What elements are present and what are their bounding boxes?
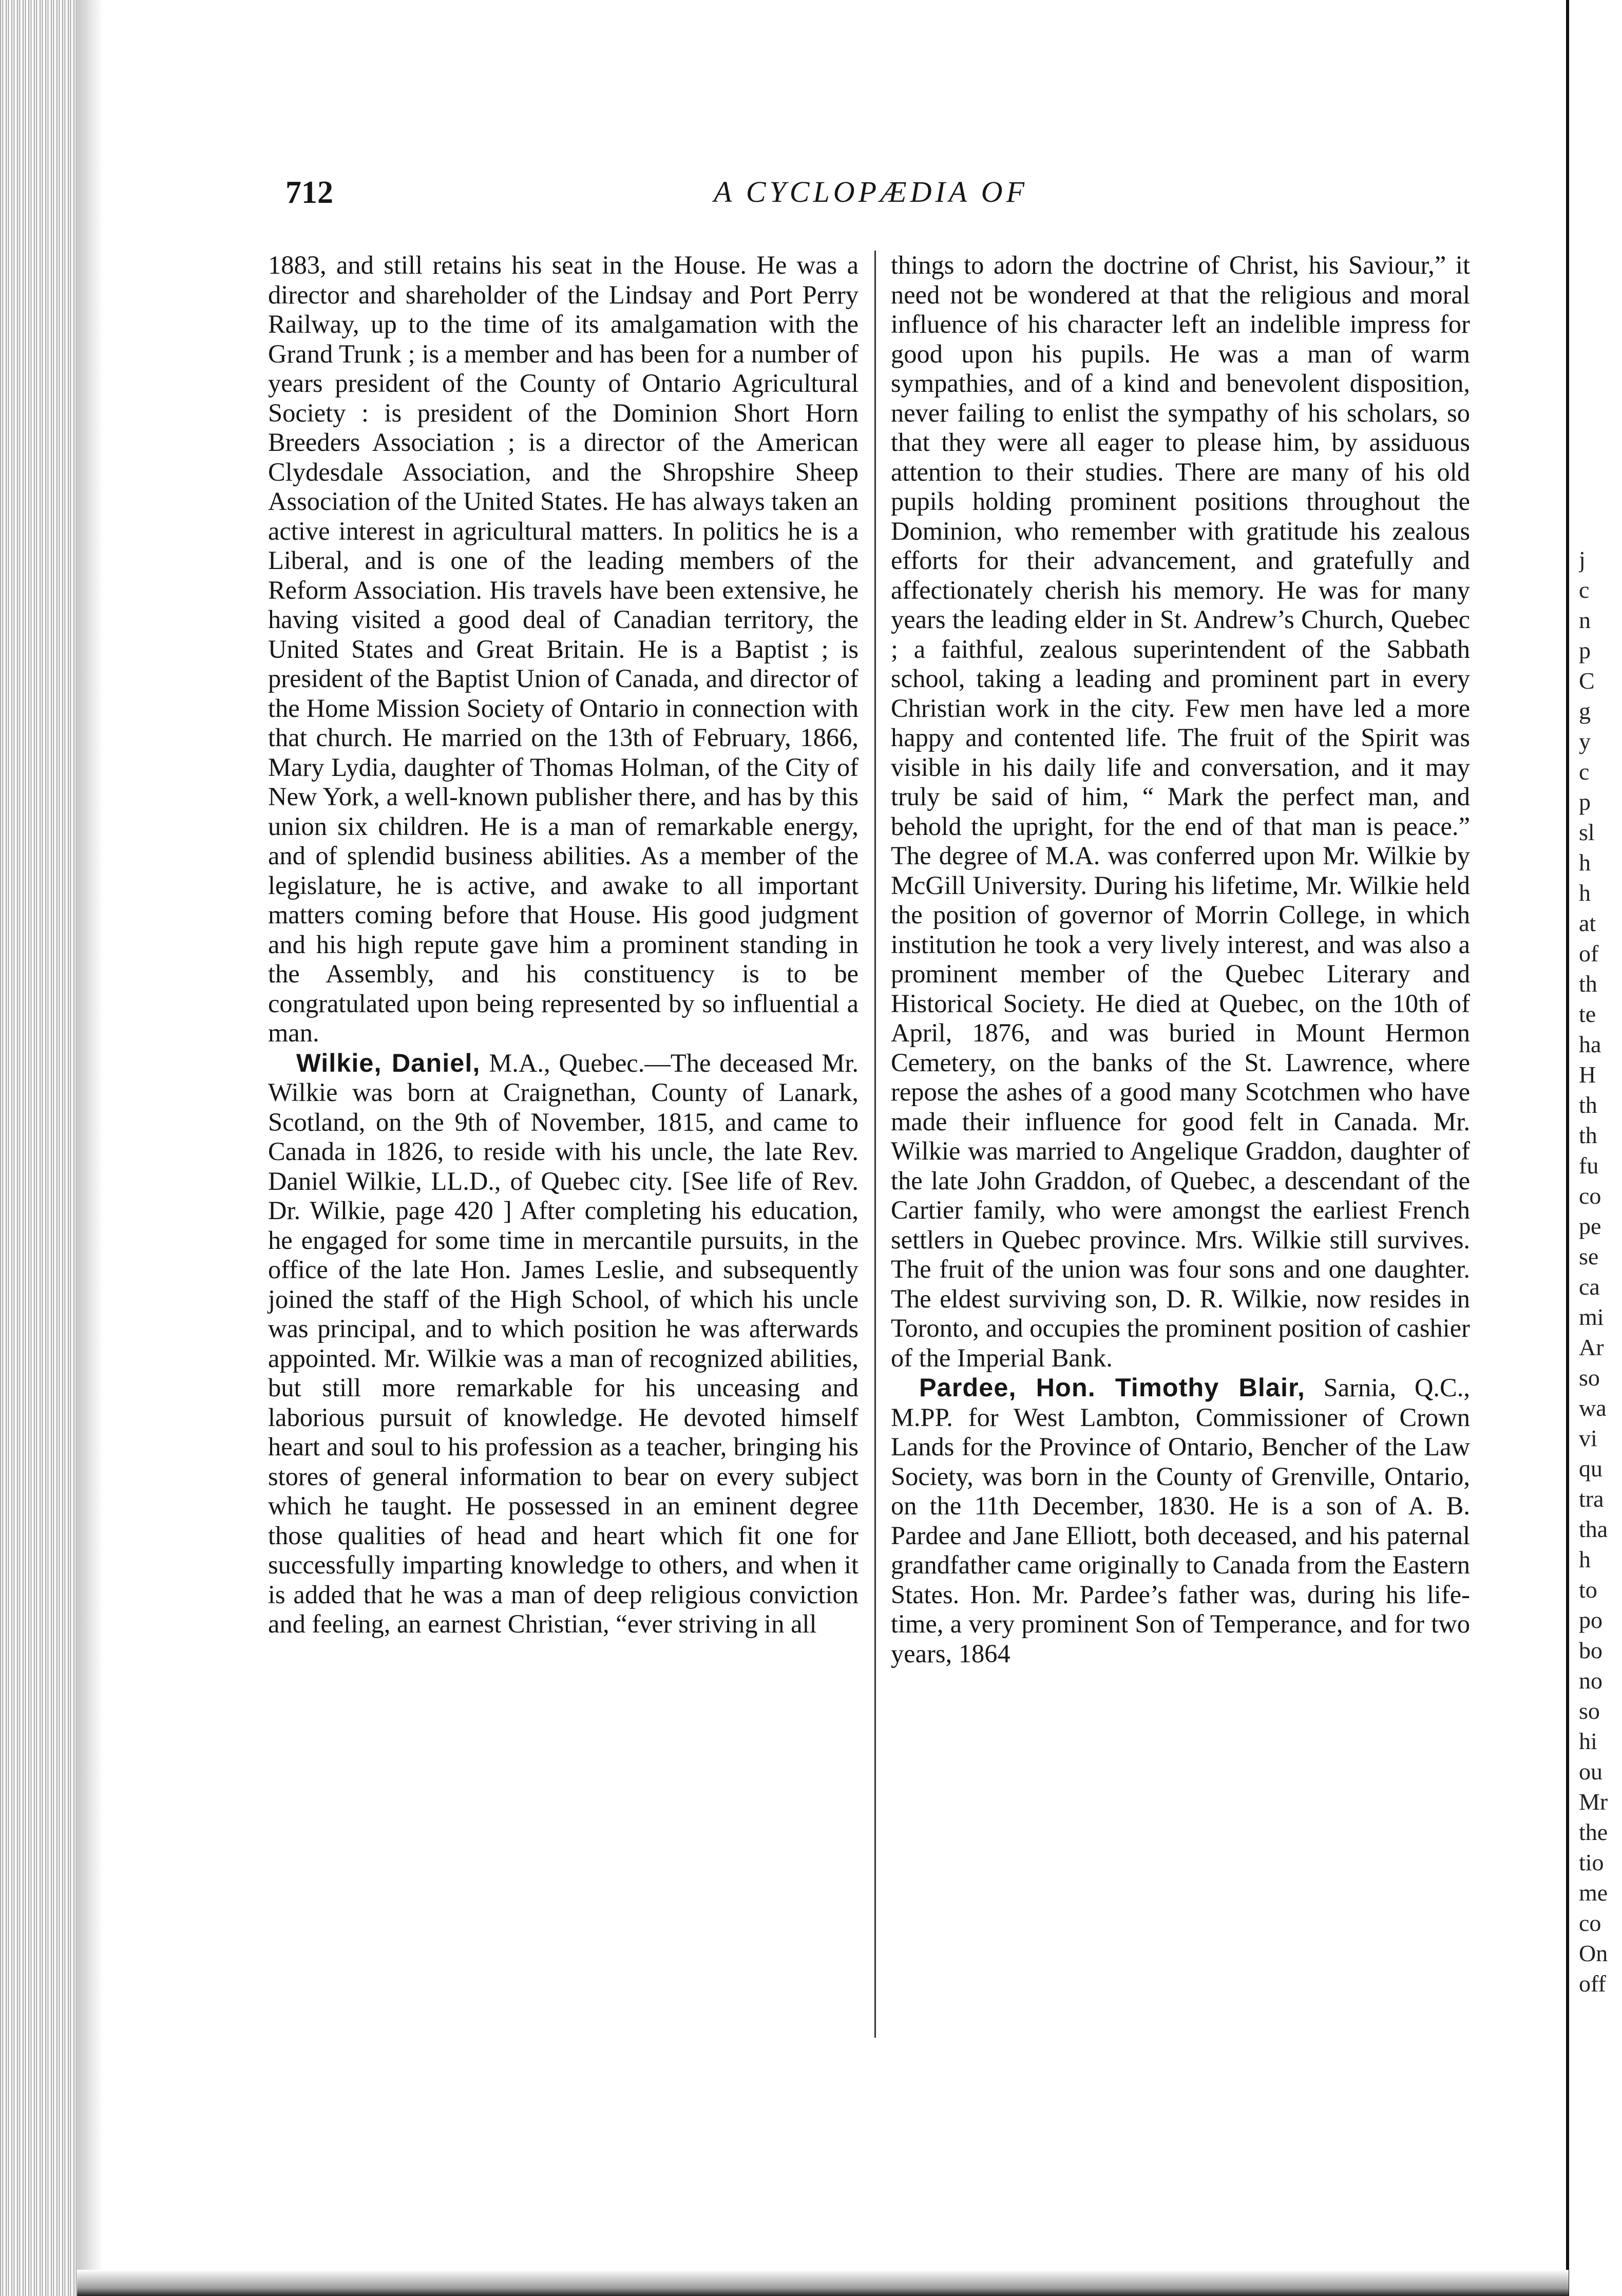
edge-fragment: co bbox=[1579, 1183, 1601, 1209]
entry-text-wilkie: M.A., Quebec.—The deceased Mr. Wilkie was born at Craignethan, County of Lanark, Scotland, on the 9th of November, 1815, and came to Canada in 1826, to reside with his uncle, the late Rev. Daniel Wilkie, LL.D., of Quebec city. [See life of Rev. Dr. Wilkie, page 420 ] After completing his education, he engaged for some time in mercantile pursuits, in the office of the late Hon. James Leslie, and subsequently joined the staff of the High School, of which his uncle was principal, and to which position he was afterwards appointed. Mr. Wilkie was a man of recognized abilities, but still more remarkable for his unceasing and laborious pursuit of knowledge. He devoted himself heart and soul to his profession as a teacher, bringing his stores of general information to bear on every subject which he taught. He possessed in an eminent degree those qualities of head and heart which fit one for successfully imparting knowledge to others, and when it is added that he was a man of deep religious conviction and feeling, an earnest Christian, “ever striving in all bbox=[268, 1048, 858, 1638]
edge-fragment: h bbox=[1579, 1546, 1591, 1572]
page-number: 712 bbox=[285, 175, 333, 210]
edge-fragment: h bbox=[1579, 880, 1591, 906]
bottom-shadow bbox=[77, 2270, 1569, 2296]
edge-fragment: On bbox=[1579, 1940, 1608, 1966]
paragraph-continued: 1883, and still retains his seat in the House. He was a director and shareholder of the Lindsay and Port Perry Railway, up to the time of its amalgamation with the Grand Trunk ; is a member and has been for a number of years president of the County of Ontario Agricultural Society : is president of the Dominion Short Horn Breeders Association ; is a director of the American Clydesdale Association, and the Shropshire Sheep Association of the United States. He has always taken an active interest in agricultural matters. In politics he is a Liberal, and is one of the leading members of the Reform Association. His travels have been extensive, he having visited a good deal of Canadian territory, the United States and Great Britain. He is a Baptist ; is president of the Baptist Union of Canada, and director of the Home Mission Society of Ontario in connection with that church. He married on the 13th of February, 1866, Mary Lydia, daughter of Thomas Holman, of the City of New York, a well-known publisher there, and has by this union six children. He is a man of remarkable energy, and of splendid business abilities. As a member of the legislature, he is active, and awake to all important matters coming before that House. His good judgment and his high repute gave him a prominent standing in the Assembly, and his constituency is to be congratulated upon being represented by so influential a man. bbox=[268, 251, 858, 1047]
edge-fragment: g bbox=[1579, 698, 1591, 724]
edge-fragment: y bbox=[1579, 728, 1591, 754]
edge-fragment: n bbox=[1579, 607, 1591, 633]
edge-fragment: Ar bbox=[1579, 1334, 1604, 1360]
edge-fragment: bo bbox=[1579, 1637, 1602, 1663]
edge-fragment: p bbox=[1579, 789, 1591, 815]
edge-fragment: ca bbox=[1579, 1274, 1600, 1300]
entry-pardee bbox=[891, 1373, 1470, 1668]
gutter-shadow bbox=[77, 0, 103, 2296]
edge-fragment: th bbox=[1579, 971, 1597, 997]
edge-fragment: qu bbox=[1579, 1455, 1602, 1482]
facing-page-fragments bbox=[1579, 544, 1622, 1999]
edge-fragment: of bbox=[1579, 940, 1599, 966]
column-divider bbox=[874, 251, 876, 2038]
entry-name-pardee: Pardee, Hon. Timothy Blair, bbox=[919, 1373, 1305, 1402]
edge-fragment: p bbox=[1579, 637, 1591, 663]
edge-fragment: to bbox=[1579, 1577, 1597, 1603]
edge-fragment: C bbox=[1579, 668, 1595, 694]
edge-fragment: the bbox=[1579, 1819, 1608, 1845]
right-column bbox=[891, 251, 1470, 1668]
edge-fragment: at bbox=[1579, 910, 1596, 936]
edge-fragment: th bbox=[1579, 1092, 1597, 1118]
paragraph-continued-right: things to adorn the doctrine of Christ, his Saviour,” it need not be wondered at that the religious and moral influence of his character left an indelible impress for good upon his pupils. He was a man of warm sympathies, and of a kind and benevolent disposition, never failing to enlist the sympathy of his scholars, so that they were all eager to please him, by assiduous attention to their studies. There are many of his old pupils holding prominent positions throughout the Dominion, who remember with gratitude his zealous efforts for their advancement, and gratefully and affectionately cherish his memory. He was for many years the leading elder in St. Andrew’s Church, Quebec ; a faithful, zealous superintendent of the Sabbath school, taking a leading and prominent part in every Christian work in the city. Few men have led a more happy and contented life. The fruit of the Spirit was visible in his daily life and conversation, and it may truly be said of him, “ Mark the perfect man, and behold the upright, for the end of that man is peace.” The degree of M.A. was conferred upon Mr. Wilkie by McGill University. During his lifetime, Mr. Wilkie held the position of governor of Morrin College, in which institution he took a very lively interest, and was also a prominent member of the Quebec Literary and Historical Society. He died at Quebec, on the 10th of April, 1876, and was buried in Mount Hermon Cemetery, on the banks of the St. Lawrence, where repose the ashes of a good many Scotchmen who have made their influence for good felt in Canada. Mr. Wilkie was married to Angelique Graddon, daughter of the late John Graddon, of Quebec, a descendant of the Cartier family, who were amongst the earliest French settlers in Quebec province. Mrs. Wilkie still survives. The fruit of the union was four sons and one daughter. The eldest surviving son, D. R. Wilkie, now resides in Toronto, and occupies the prominent position of cashier of the Imperial Bank. bbox=[891, 251, 1470, 1372]
entry-text-pardee: Sarnia, Q.C., M.PP. for West Lambton, Commissioner of Crown Lands for the Province of Ontario, Bencher of the Law Society, was born in the County of Grenville, Ontario, on the 11th December, 1830. He is a son of A. B. Pardee and Jane Elliott, both deceased, and his paternal grandfather came originally to Canada from the Eastern States. Hon. Mr. Pardee’s father was, during his life-time, a very prominent Son of Temperance, and for two years, 1864 bbox=[891, 1373, 1470, 1668]
edge-fragment: fu bbox=[1579, 1152, 1599, 1179]
edge-fragment: so bbox=[1579, 1698, 1600, 1724]
edge-fragment: mi bbox=[1579, 1304, 1604, 1330]
entry-wilkie bbox=[268, 1048, 858, 1639]
edge-fragment: ou bbox=[1579, 1758, 1602, 1785]
edge-fragment: pe bbox=[1579, 1213, 1601, 1239]
edge-fragment: j bbox=[1579, 546, 1586, 573]
entry-name-wilkie: Wilkie, Daniel, bbox=[296, 1048, 481, 1077]
edge-fragment: me bbox=[1579, 1880, 1608, 1906]
edge-fragment: so bbox=[1579, 1364, 1600, 1391]
edge-fragment: off bbox=[1579, 1970, 1606, 1997]
edge-fragment: te bbox=[1579, 1001, 1596, 1027]
book-binding-shadow bbox=[0, 0, 77, 2296]
edge-fragment: c bbox=[1579, 758, 1590, 785]
edge-fragment: sl bbox=[1579, 819, 1595, 845]
edge-fragment: H bbox=[1579, 1061, 1596, 1088]
edge-fragment: c bbox=[1579, 577, 1590, 603]
left-column bbox=[268, 251, 858, 1639]
edge-fragment: no bbox=[1579, 1667, 1602, 1694]
edge-fragment: ha bbox=[1579, 1031, 1601, 1057]
edge-fragment: po bbox=[1579, 1607, 1602, 1633]
edge-fragment: Mr bbox=[1579, 1789, 1608, 1815]
edge-fragment: tha bbox=[1579, 1516, 1608, 1542]
edge-fragment: vi bbox=[1579, 1425, 1597, 1451]
edge-fragment: wa bbox=[1579, 1395, 1607, 1421]
edge-fragment: th bbox=[1579, 1122, 1597, 1148]
page-header bbox=[285, 175, 1466, 221]
edge-fragment: tio bbox=[1579, 1849, 1604, 1875]
edge-fragment: hi bbox=[1579, 1728, 1597, 1754]
edge-fragment: h bbox=[1579, 849, 1591, 876]
edge-fragment: co bbox=[1579, 1910, 1601, 1936]
edge-fragment: tra bbox=[1579, 1486, 1604, 1512]
edge-fragment: se bbox=[1579, 1243, 1599, 1269]
running-head: A CYCLOPÆDIA OF bbox=[713, 175, 1028, 208]
